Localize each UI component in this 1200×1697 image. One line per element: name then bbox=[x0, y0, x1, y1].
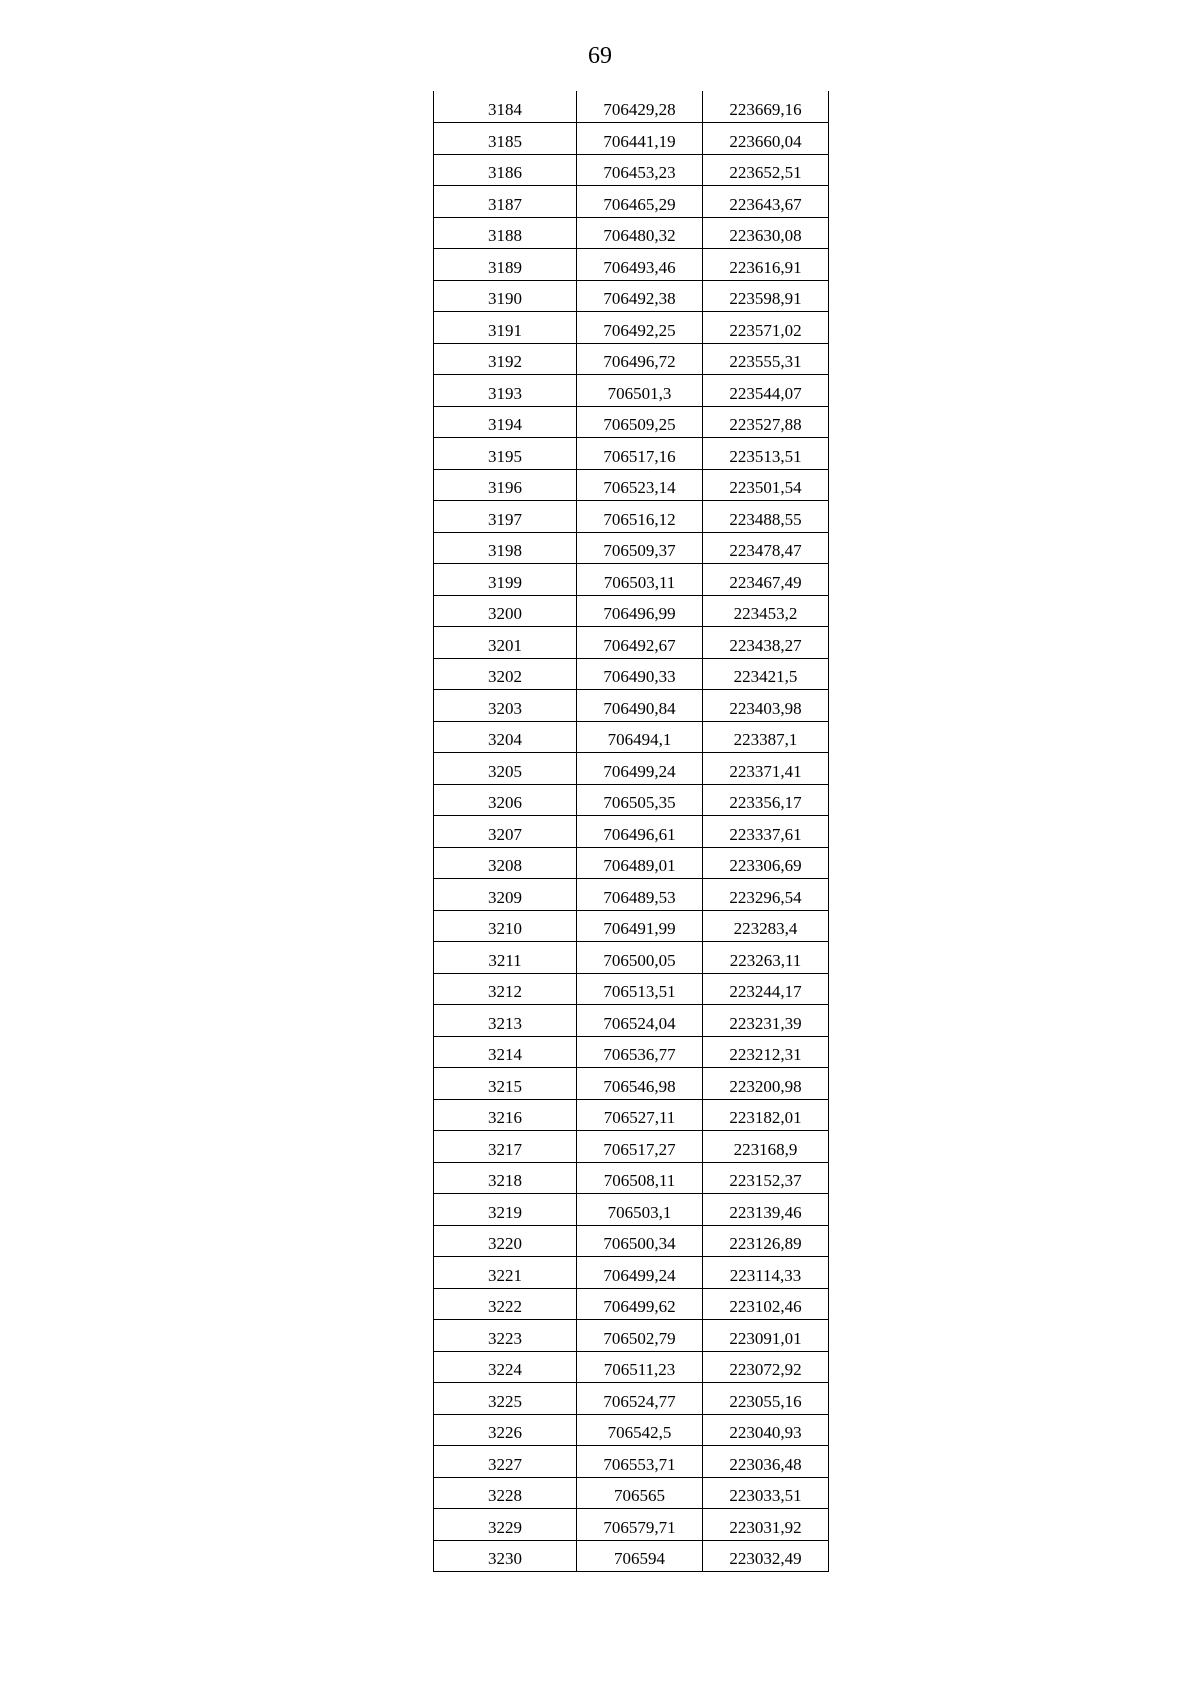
y-coordinate-cell: 223403,98 bbox=[703, 690, 829, 722]
point-number-cell: 3192 bbox=[434, 343, 577, 375]
x-coordinate-cell: 706565 bbox=[577, 1477, 703, 1509]
point-number-cell: 3203 bbox=[434, 690, 577, 722]
y-coordinate-cell: 223139,46 bbox=[703, 1194, 829, 1226]
x-coordinate-cell: 706503,1 bbox=[577, 1194, 703, 1226]
table-row bbox=[434, 343, 829, 375]
x-coordinate-cell: 706496,61 bbox=[577, 816, 703, 848]
point-number-cell: 3211 bbox=[434, 942, 577, 974]
table-row bbox=[434, 1005, 829, 1037]
point-number-cell: 3188 bbox=[434, 217, 577, 249]
y-coordinate-cell: 223182,01 bbox=[703, 1099, 829, 1131]
point-number-cell: 3219 bbox=[434, 1194, 577, 1226]
x-coordinate-cell: 706508,11 bbox=[577, 1162, 703, 1194]
point-number-cell: 3207 bbox=[434, 816, 577, 848]
table-row bbox=[434, 627, 829, 659]
table-row bbox=[434, 91, 829, 123]
point-number-cell: 3199 bbox=[434, 564, 577, 596]
y-coordinate-cell: 223126,89 bbox=[703, 1225, 829, 1257]
x-coordinate-cell: 706594 bbox=[577, 1540, 703, 1572]
y-coordinate-cell: 223244,17 bbox=[703, 973, 829, 1005]
x-coordinate-cell: 706523,14 bbox=[577, 469, 703, 501]
point-number-cell: 3186 bbox=[434, 154, 577, 186]
y-coordinate-cell: 223337,61 bbox=[703, 816, 829, 848]
point-number-cell: 3185 bbox=[434, 123, 577, 155]
point-number-cell: 3223 bbox=[434, 1320, 577, 1352]
table-row bbox=[434, 910, 829, 942]
point-number-cell: 3205 bbox=[434, 753, 577, 785]
x-coordinate-cell: 706509,25 bbox=[577, 406, 703, 438]
point-number-cell: 3191 bbox=[434, 312, 577, 344]
y-coordinate-cell: 223168,9 bbox=[703, 1131, 829, 1163]
y-coordinate-cell: 223033,51 bbox=[703, 1477, 829, 1509]
point-number-cell: 3227 bbox=[434, 1446, 577, 1478]
x-coordinate-cell: 706500,05 bbox=[577, 942, 703, 974]
y-coordinate-cell: 223055,16 bbox=[703, 1383, 829, 1415]
table-row bbox=[434, 1320, 829, 1352]
x-coordinate-cell: 706524,77 bbox=[577, 1383, 703, 1415]
x-coordinate-cell: 706511,23 bbox=[577, 1351, 703, 1383]
point-number-cell: 3193 bbox=[434, 375, 577, 407]
y-coordinate-cell: 223616,91 bbox=[703, 249, 829, 281]
x-coordinate-cell: 706527,11 bbox=[577, 1099, 703, 1131]
x-coordinate-cell: 706492,25 bbox=[577, 312, 703, 344]
table-row bbox=[434, 690, 829, 722]
y-coordinate-cell: 223296,54 bbox=[703, 879, 829, 911]
point-number-cell: 3226 bbox=[434, 1414, 577, 1446]
x-coordinate-cell: 706465,29 bbox=[577, 186, 703, 218]
table-row bbox=[434, 1068, 829, 1100]
x-coordinate-cell: 706546,98 bbox=[577, 1068, 703, 1100]
table-row bbox=[434, 942, 829, 974]
point-number-cell: 3208 bbox=[434, 847, 577, 879]
x-coordinate-cell: 706494,1 bbox=[577, 721, 703, 753]
y-coordinate-cell: 223467,49 bbox=[703, 564, 829, 596]
y-coordinate-cell: 223478,47 bbox=[703, 532, 829, 564]
point-number-cell: 3209 bbox=[434, 879, 577, 911]
y-coordinate-cell: 223102,46 bbox=[703, 1288, 829, 1320]
x-coordinate-cell: 706505,35 bbox=[577, 784, 703, 816]
table-row bbox=[434, 1257, 829, 1289]
point-number-cell: 3190 bbox=[434, 280, 577, 312]
table-row bbox=[434, 280, 829, 312]
x-coordinate-cell: 706499,24 bbox=[577, 753, 703, 785]
y-coordinate-cell: 223438,27 bbox=[703, 627, 829, 659]
y-coordinate-cell: 223501,54 bbox=[703, 469, 829, 501]
table-row bbox=[434, 595, 829, 627]
point-number-cell: 3189 bbox=[434, 249, 577, 281]
point-number-cell: 3204 bbox=[434, 721, 577, 753]
point-number-cell: 3198 bbox=[434, 532, 577, 564]
x-coordinate-cell: 706524,04 bbox=[577, 1005, 703, 1037]
y-coordinate-cell: 223630,08 bbox=[703, 217, 829, 249]
x-coordinate-cell: 706441,19 bbox=[577, 123, 703, 155]
point-number-cell: 3224 bbox=[434, 1351, 577, 1383]
y-coordinate-cell: 223036,48 bbox=[703, 1446, 829, 1478]
point-number-cell: 3218 bbox=[434, 1162, 577, 1194]
point-number-cell: 3187 bbox=[434, 186, 577, 218]
x-coordinate-cell: 706502,79 bbox=[577, 1320, 703, 1352]
table-row bbox=[434, 1225, 829, 1257]
y-coordinate-cell: 223371,41 bbox=[703, 753, 829, 785]
x-coordinate-cell: 706496,99 bbox=[577, 595, 703, 627]
table-row bbox=[434, 1351, 829, 1383]
table-row bbox=[434, 1288, 829, 1320]
table-row bbox=[434, 1162, 829, 1194]
table-row bbox=[434, 1477, 829, 1509]
table-row bbox=[434, 1446, 829, 1478]
x-coordinate-cell: 706501,3 bbox=[577, 375, 703, 407]
table-row bbox=[434, 847, 829, 879]
table-row bbox=[434, 1099, 829, 1131]
x-coordinate-cell: 706517,27 bbox=[577, 1131, 703, 1163]
x-coordinate-cell: 706490,84 bbox=[577, 690, 703, 722]
table-row bbox=[434, 186, 829, 218]
x-coordinate-cell: 706516,12 bbox=[577, 501, 703, 533]
table-row bbox=[434, 249, 829, 281]
y-coordinate-cell: 223488,55 bbox=[703, 501, 829, 533]
x-coordinate-cell: 706429,28 bbox=[577, 91, 703, 123]
y-coordinate-cell: 223356,17 bbox=[703, 784, 829, 816]
table-row bbox=[434, 753, 829, 785]
point-number-cell: 3200 bbox=[434, 595, 577, 627]
x-coordinate-cell: 706542,5 bbox=[577, 1414, 703, 1446]
point-number-cell: 3212 bbox=[434, 973, 577, 1005]
table-row bbox=[434, 784, 829, 816]
y-coordinate-cell: 223263,11 bbox=[703, 942, 829, 974]
table-row bbox=[434, 312, 829, 344]
x-coordinate-cell: 706503,11 bbox=[577, 564, 703, 596]
point-number-cell: 3217 bbox=[434, 1131, 577, 1163]
x-coordinate-cell: 706500,34 bbox=[577, 1225, 703, 1257]
point-number-cell: 3210 bbox=[434, 910, 577, 942]
table-row bbox=[434, 532, 829, 564]
x-coordinate-cell: 706491,99 bbox=[577, 910, 703, 942]
table-row bbox=[434, 658, 829, 690]
point-number-cell: 3195 bbox=[434, 438, 577, 470]
y-coordinate-cell: 223200,98 bbox=[703, 1068, 829, 1100]
y-coordinate-cell: 223513,51 bbox=[703, 438, 829, 470]
x-coordinate-cell: 706517,16 bbox=[577, 438, 703, 470]
table-row bbox=[434, 501, 829, 533]
y-coordinate-cell: 223114,33 bbox=[703, 1257, 829, 1289]
x-coordinate-cell: 706499,62 bbox=[577, 1288, 703, 1320]
y-coordinate-cell: 223283,4 bbox=[703, 910, 829, 942]
table-row bbox=[434, 1383, 829, 1415]
table-row bbox=[434, 721, 829, 753]
y-coordinate-cell: 223527,88 bbox=[703, 406, 829, 438]
table-row bbox=[434, 1540, 829, 1572]
table-row bbox=[434, 1131, 829, 1163]
x-coordinate-cell: 706496,72 bbox=[577, 343, 703, 375]
y-coordinate-cell: 223598,91 bbox=[703, 280, 829, 312]
point-number-cell: 3222 bbox=[434, 1288, 577, 1320]
y-coordinate-cell: 223306,69 bbox=[703, 847, 829, 879]
y-coordinate-cell: 223031,92 bbox=[703, 1509, 829, 1541]
point-number-cell: 3196 bbox=[434, 469, 577, 501]
table-row bbox=[434, 438, 829, 470]
table-row bbox=[434, 469, 829, 501]
x-coordinate-cell: 706499,24 bbox=[577, 1257, 703, 1289]
y-coordinate-cell: 223652,51 bbox=[703, 154, 829, 186]
y-coordinate-cell: 223152,37 bbox=[703, 1162, 829, 1194]
table-row bbox=[434, 816, 829, 848]
y-coordinate-cell: 223669,16 bbox=[703, 91, 829, 123]
point-number-cell: 3201 bbox=[434, 627, 577, 659]
y-coordinate-cell: 223072,92 bbox=[703, 1351, 829, 1383]
y-coordinate-cell: 223091,01 bbox=[703, 1320, 829, 1352]
point-number-cell: 3216 bbox=[434, 1099, 577, 1131]
y-coordinate-cell: 223571,02 bbox=[703, 312, 829, 344]
point-number-cell: 3206 bbox=[434, 784, 577, 816]
x-coordinate-cell: 706493,46 bbox=[577, 249, 703, 281]
y-coordinate-cell: 223555,31 bbox=[703, 343, 829, 375]
y-coordinate-cell: 223643,67 bbox=[703, 186, 829, 218]
point-number-cell: 3221 bbox=[434, 1257, 577, 1289]
table-row bbox=[434, 1194, 829, 1226]
x-coordinate-cell: 706480,32 bbox=[577, 217, 703, 249]
table-row bbox=[434, 217, 829, 249]
point-number-cell: 3220 bbox=[434, 1225, 577, 1257]
x-coordinate-cell: 706492,67 bbox=[577, 627, 703, 659]
x-coordinate-cell: 706492,38 bbox=[577, 280, 703, 312]
table-row bbox=[434, 1509, 829, 1541]
point-number-cell: 3197 bbox=[434, 501, 577, 533]
table-row bbox=[434, 879, 829, 911]
point-number-cell: 3229 bbox=[434, 1509, 577, 1541]
y-coordinate-cell: 223544,07 bbox=[703, 375, 829, 407]
y-coordinate-cell: 223212,31 bbox=[703, 1036, 829, 1068]
x-coordinate-cell: 706489,53 bbox=[577, 879, 703, 911]
x-coordinate-cell: 706489,01 bbox=[577, 847, 703, 879]
x-coordinate-cell: 706453,23 bbox=[577, 154, 703, 186]
y-coordinate-cell: 223040,93 bbox=[703, 1414, 829, 1446]
page-number: 69 bbox=[588, 43, 612, 69]
table-row bbox=[434, 375, 829, 407]
point-number-cell: 3228 bbox=[434, 1477, 577, 1509]
point-number-cell: 3184 bbox=[434, 91, 577, 123]
x-coordinate-cell: 706490,33 bbox=[577, 658, 703, 690]
y-coordinate-cell: 223231,39 bbox=[703, 1005, 829, 1037]
table-row bbox=[434, 973, 829, 1005]
y-coordinate-cell: 223387,1 bbox=[703, 721, 829, 753]
point-number-cell: 3230 bbox=[434, 1540, 577, 1572]
point-number-cell: 3225 bbox=[434, 1383, 577, 1415]
y-coordinate-cell: 223453,2 bbox=[703, 595, 829, 627]
point-number-cell: 3194 bbox=[434, 406, 577, 438]
point-number-cell: 3215 bbox=[434, 1068, 577, 1100]
table-row bbox=[434, 1414, 829, 1446]
point-number-cell: 3202 bbox=[434, 658, 577, 690]
x-coordinate-cell: 706579,71 bbox=[577, 1509, 703, 1541]
table-row bbox=[434, 154, 829, 186]
x-coordinate-cell: 706536,77 bbox=[577, 1036, 703, 1068]
y-coordinate-cell: 223660,04 bbox=[703, 123, 829, 155]
table-row bbox=[434, 406, 829, 438]
table-row bbox=[434, 1036, 829, 1068]
table-row bbox=[434, 123, 829, 155]
coordinates-table-body bbox=[434, 91, 829, 1572]
coordinates-table bbox=[433, 91, 829, 1572]
point-number-cell: 3213 bbox=[434, 1005, 577, 1037]
y-coordinate-cell: 223032,49 bbox=[703, 1540, 829, 1572]
x-coordinate-cell: 706513,51 bbox=[577, 973, 703, 1005]
x-coordinate-cell: 706553,71 bbox=[577, 1446, 703, 1478]
table-row bbox=[434, 564, 829, 596]
point-number-cell: 3214 bbox=[434, 1036, 577, 1068]
y-coordinate-cell: 223421,5 bbox=[703, 658, 829, 690]
x-coordinate-cell: 706509,37 bbox=[577, 532, 703, 564]
